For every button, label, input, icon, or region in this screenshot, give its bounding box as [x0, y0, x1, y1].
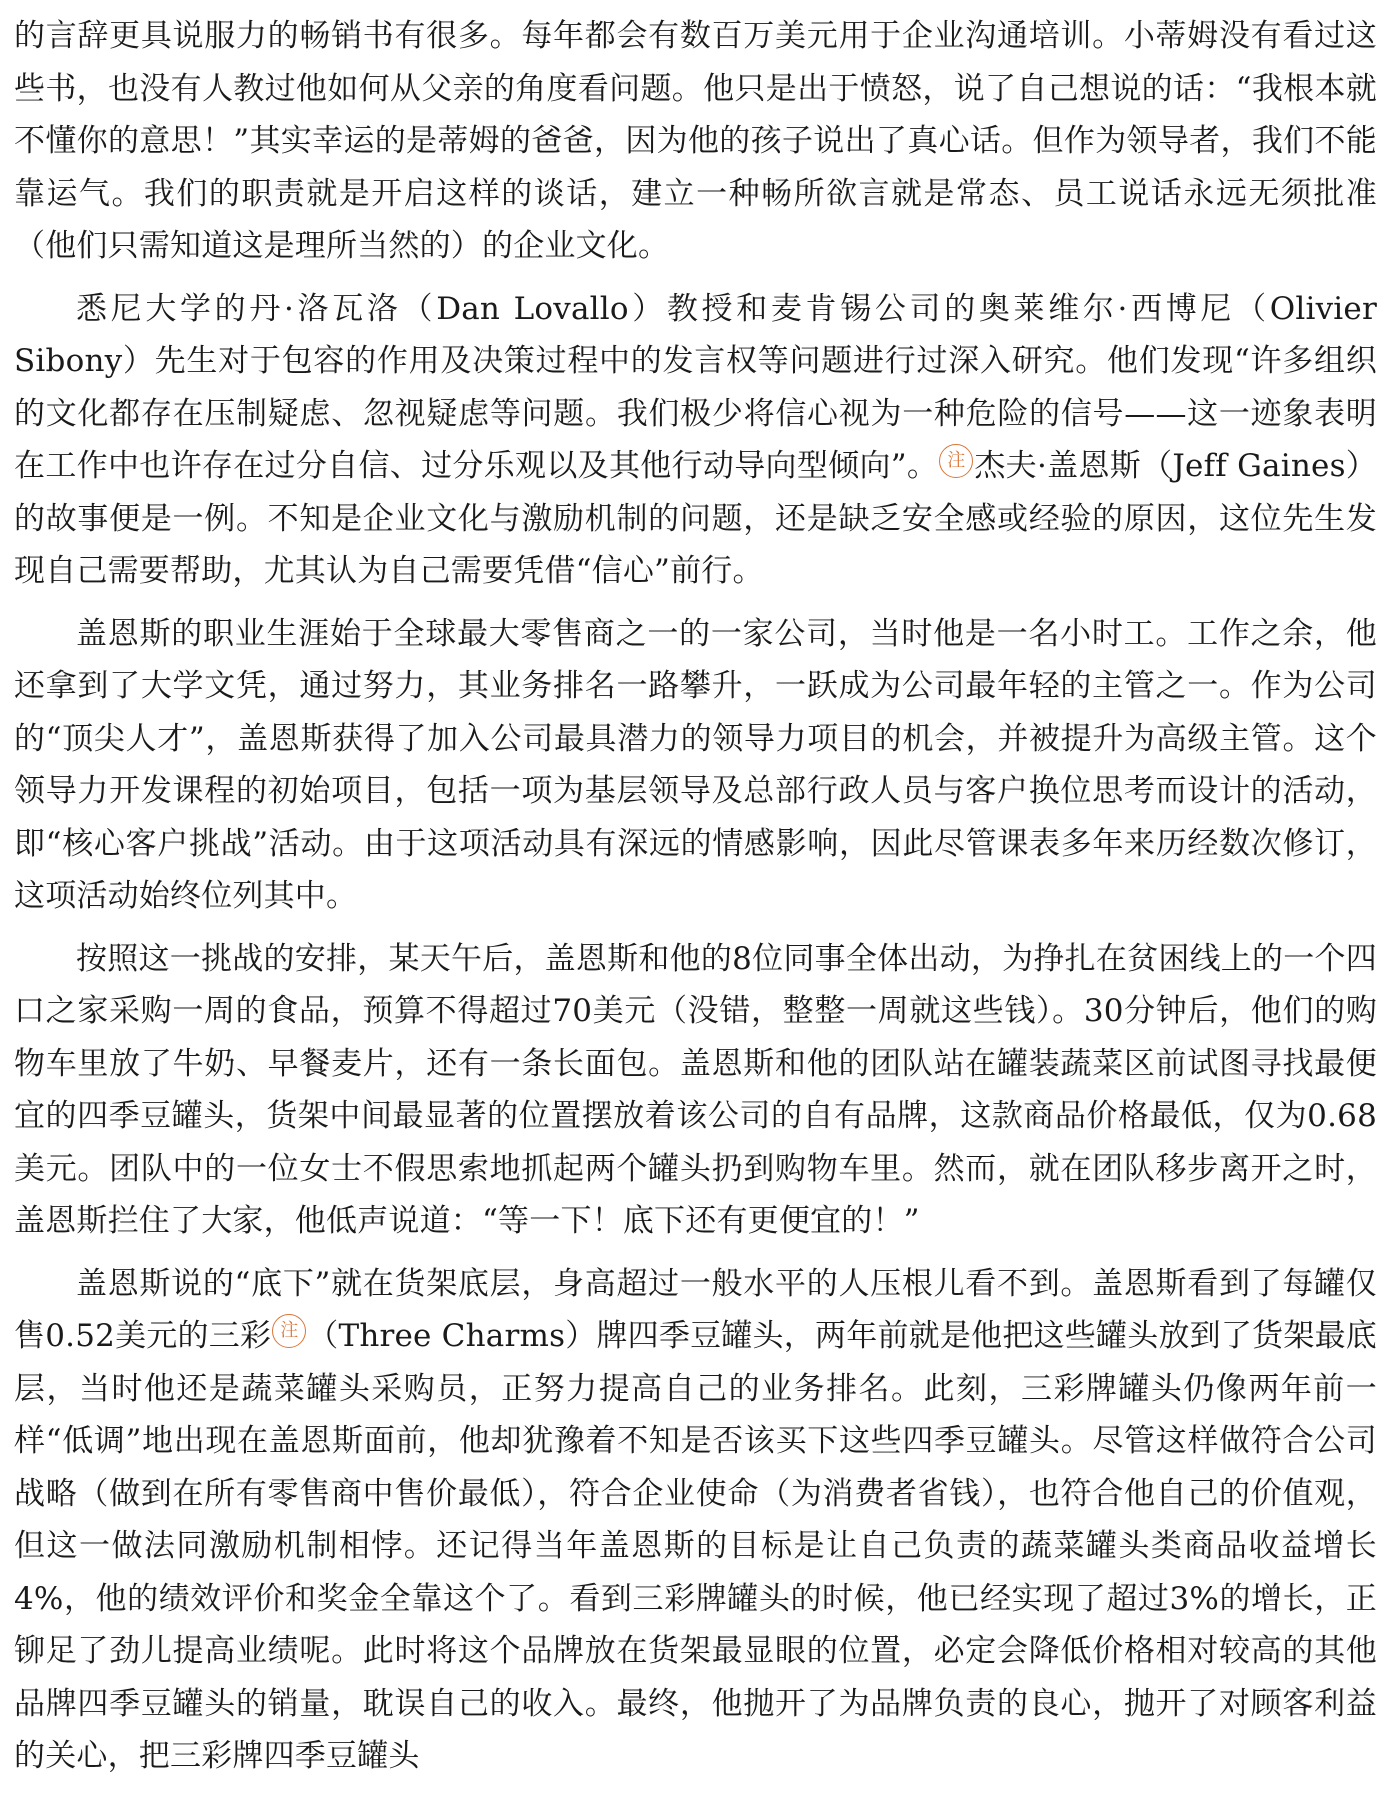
paragraph-1-text: 的言辞更具说服力的畅销书有很多。每年都会有数百万美元用于企业沟通培训。小蒂姆没有看过这些书，也没有人教过他如何从父亲的角度看问题。他只是出于愤怒，说了自己想说的话：“我根本就不懂你的意思！”其实幸运的是蒂姆的爸爸，因为他的孩子说出了真心话。但作为领导者，我们不能靠运气。我们的职责就是开启这样的谈话，建立一种畅所欲言就是常态、员工说话永远无须批准（他们只需知道这是理所当然的）的企业文化。 — [14, 18, 1377, 264]
paragraph-4 — [14, 933, 1377, 1248]
paragraph-2 — [14, 283, 1377, 598]
paragraph-4-text: 按照这一挑战的安排，某天午后，盖恩斯和他的8位同事全体出动，为挣扎在贫困线上的一个四口之家采购一周的食品，预算不得超过70美元（没错，整整一周就这些钱）。30分钟后，他们的购物车里放了牛奶、早餐麦片，还有一条长面包。盖恩斯和他的团队站在罐装蔬菜区前试图寻找最便宜的四季豆罐头，货架中间最显著的位置摆放着该公司的自有品牌，这款商品价格最低，仅为0.68美元。团队中的一位女士不假思索地抓起两个罐头扔到购物车里。然而，就在团队移步离开之时，盖恩斯拦住了大家，他低声说道：“等一下！底下还有更便宜的！” — [14, 940, 1377, 1239]
paragraph-2-text-before-note: 悉尼大学的丹·洛瓦洛（Dan Lovallo）教授和麦肯锡公司的奥莱维尔·西博尼（Olivier Sibony）先生对于包容的作用及决策过程中的发言权等问题进行过深入研究。他们发现“许多组织的文化都存在压制疑虑、忽视疑虑等问题。我们极少将信心视为一种危险的信号——这一迹象表明在工作中也许存在过分自信、过分乐观以及其他行动导向型倾向”。 — [14, 290, 1377, 484]
footnote-marker-icon[interactable]: 注 — [272, 1314, 306, 1348]
paragraph-5 — [14, 1258, 1377, 1783]
paragraph-3-text: 盖恩斯的职业生涯始于全球最大零售商之一的一家公司，当时他是一名小时工。工作之余，他还拿到了大学文凭，通过努力，其业务排名一路攀升，一跃成为公司最年轻的主管之一。作为公司的“顶尖人才”，盖恩斯获得了加入公司最具潜力的领导力项目的机会，并被提升为高级主管。这个领导力开发课程的初始项目，包括一项为基层领导及总部行政人员与客户换位思考而设计的活动，即“核心客户挑战”活动。由于这项活动具有深远的情感影响，因此尽管课表多年来历经数次修订，这项活动始终位列其中。 — [14, 615, 1377, 914]
paragraph-5-text-before-note: 盖恩斯说的“底下”就在货架底层，身高超过一般水平的人压根儿看不到。盖恩斯看到了每罐仅售0.52美元的三彩 — [14, 1265, 1377, 1354]
paragraph-3 — [14, 608, 1377, 923]
paragraph-1 — [14, 10, 1377, 273]
footnote-marker-icon[interactable]: 注 — [939, 444, 973, 478]
paragraph-5-text-after-note: （Three Charms）牌四季豆罐头，两年前就是他把这些罐头放到了货架最底层，当时他还是蔬菜罐头采购员，正努力提高自己的业务排名。此刻，三彩牌罐头仍像两年前一样“低调”地出现在盖恩斯面前，他却犹豫着不知是否该买下这些四季豆罐头。尽管这样做符合公司战略（做到在所有零售商中售价最低），符合企业使命（为消费者省钱），也符合他自己的价值观，但这一做法同激励机制相悖。还记得当年盖恩斯的目标是让自己负责的蔬菜罐头类商品收益增长4%，他的绩效评价和奖金全靠这个了。看到三彩牌罐头的时候，他已经实现了超过3%的增长，正铆足了劲儿提高业绩呢。此时将这个品牌放在货架最显眼的位置，必定会降低价格相对较高的其他品牌四季豆罐头的销量，耽误自己的收入。最终，他抛开了为品牌负责的良心，抛开了对顾客利益的关心，把三彩牌四季豆罐头 — [14, 1318, 1378, 1774]
paragraph-2-text-after-note: 杰夫·盖恩斯（Jeff Gaines）的故事便是一例。不知是企业文化与激励机制的问题，还是缺乏安全感或经验的原因，这位先生发现自己需要帮助，尤其认为自己需要凭借“信心”前行。 — [14, 448, 1377, 589]
